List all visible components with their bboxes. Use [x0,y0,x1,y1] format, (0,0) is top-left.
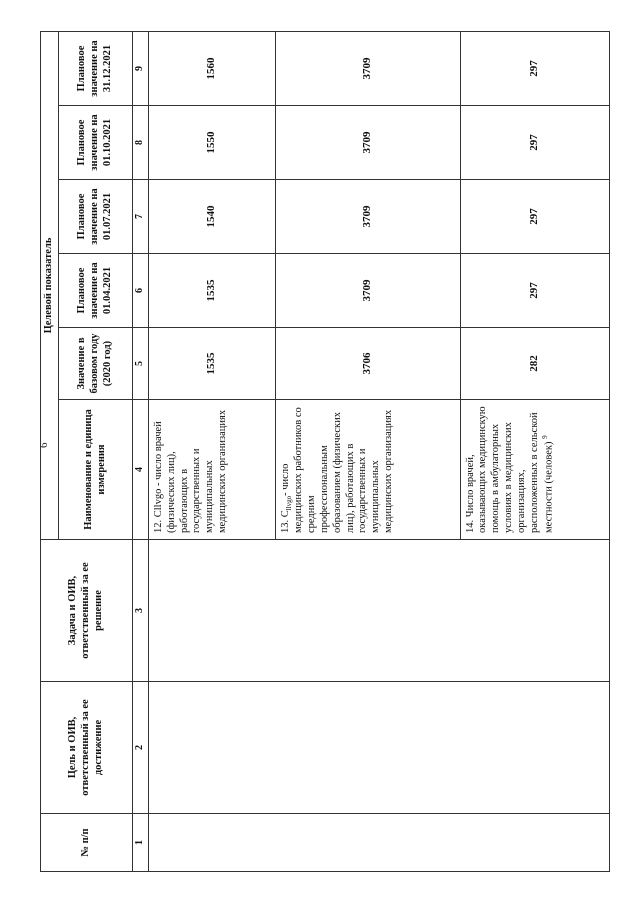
column-number: 3 [133,540,149,682]
column-number: 4 [133,400,149,540]
plan-q4-value: 297 [460,32,609,106]
column-number: 7 [133,180,149,254]
column-number: 9 [133,32,149,106]
plan-q2-value: 297 [460,180,609,254]
footnote-marker: 9 [541,435,550,439]
rotated-table-container [40,32,610,872]
header-base-value: Значение в базовом году (2020 год) [59,328,133,400]
plan-q2-value: 3709 [275,180,460,254]
plan-q3-value: 3709 [275,106,460,180]
column-number: 6 [133,254,149,328]
column-number: 8 [133,106,149,180]
plan-q4-value: 1560 [149,32,276,106]
column-number: 5 [133,328,149,400]
table-row [149,32,276,872]
header-goal: Цель и ОИВ, ответственный за ее достижение [41,682,133,814]
plan-q2-value: 1540 [149,180,276,254]
indicator-name-prefix: 13. C [279,510,291,533]
target-indicators-table [40,31,610,872]
header-plan-q4: Плановое значение на 31.12.2021 [59,32,133,106]
indicator-name: 12. Cllvgo - число врачей (физических лиц), работающих в государственных и муниципальных медицинских организациях [149,400,276,540]
column-number: 2 [133,682,149,814]
page-number: 6 [38,442,50,448]
header-plan-q2: Плановое значение на 01.07.2021 [59,180,133,254]
plan-q4-value: 3709 [275,32,460,106]
column-number: 1 [133,814,149,872]
indicator-name-subscript: llvgo [284,495,293,511]
indicator-name-text: 14. Число врачей, оказывающих медицинскую помощь в амбулаторных условиях в медицинских организациях, расположенных в сельской местности (человек) [464,406,555,533]
cell-task-empty [149,540,610,682]
indicator-name-rest: - число медицинских работников со средним профессиональным образованием (физических лиц), работающих в государственных и муниципальных медицинских организациях [279,407,394,533]
indicator-name [275,400,460,540]
header-name-unit: Наименование и единица измерения [59,400,133,540]
base-value: 3706 [275,328,460,400]
header-num: № п/п [41,814,133,872]
plan-q1-value: 297 [460,254,609,328]
cell-goal-empty [149,682,610,814]
plan-q3-value: 1550 [149,106,276,180]
header-row-group [41,32,59,872]
base-value: 282 [460,328,609,400]
cell-num-empty [149,814,610,872]
plan-q3-value: 297 [460,106,609,180]
header-plan-q1: Плановое значение на 01.04.2021 [59,254,133,328]
indicator-name [460,400,609,540]
plan-q1-value: 3709 [275,254,460,328]
header-task: Задача и ОИВ, ответственный за ее решение [41,540,133,682]
column-number-row [133,32,149,872]
base-value: 1535 [149,328,276,400]
header-plan-q3: Плановое значение на 01.10.2021 [59,106,133,180]
plan-q1-value: 1535 [149,254,276,328]
header-target-indicator: Целевой показатель [41,32,59,540]
